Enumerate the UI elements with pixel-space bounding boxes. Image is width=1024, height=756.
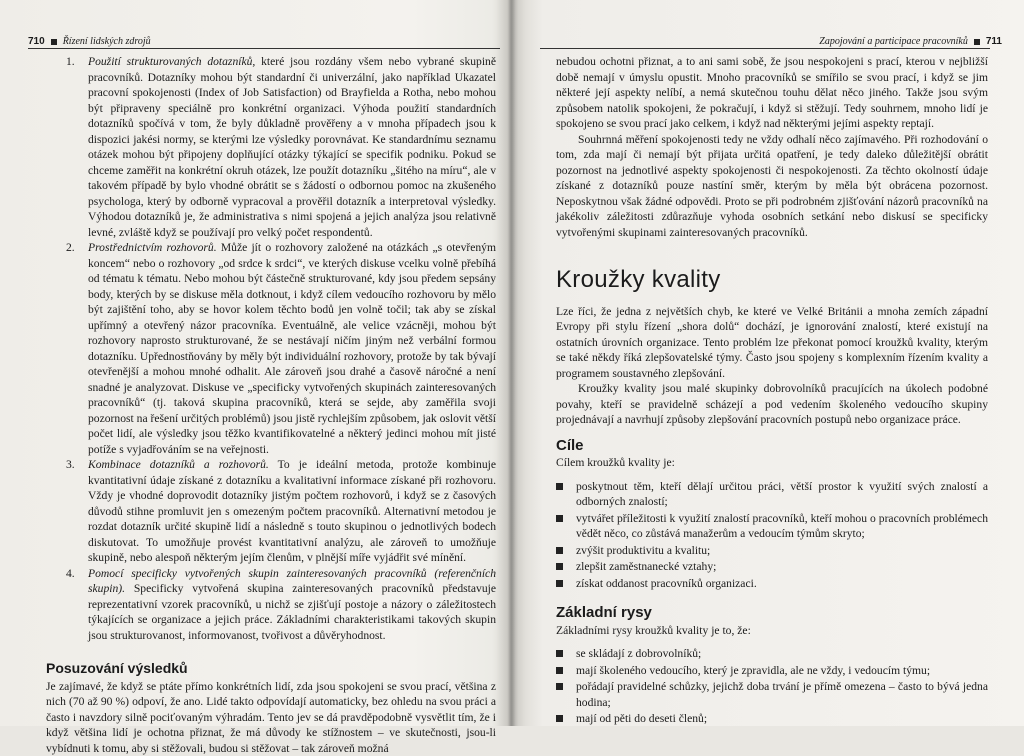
chapter-heading: Kroužky kvality [556,272,988,288]
left-page [0,0,510,726]
list-number: 2. [66,240,75,256]
header-rule [28,48,500,49]
list-text: Specificky vytvořená skupina zainteresovaných pracovníků představuje reprezentativní vzorek pracovníků, u nichž se zjišťují postoje a názory o záležitostech týkajících se organizace a jejich práce. Základními charakteristikami takových skupin jsou strukturovanost, informovanost, tvořivost a důvěryhodnost. [88,582,496,642]
list-item [66,457,496,566]
paragraph: nebudou ochotni přiznat, a to ani sami sobě, že jsou nespokojeni s prací, kterou v nejbližší době nemají v úmyslu opustit. Mnoho pracovníků se smířilo se svou prací, i když se jim některé její aspekty nelíbí, a nemá skutečnou touhu dělat něco jiného. Takže jsou svým způsobem natolik spokojeni, že pokračují, i když si stěžují. Tedy souhrnem, mnoho lidí je spokojeno se svou prací jako celkem, i když nad některými jejími aspekty reptají. [556,54,988,132]
section-paragraph: Je zajímavé, že když se ptáte přímo konkrétních lidí, zda jsou spokojeni se svou prací, většina z nich (70 až 90 %) odpoví, že ano. Lidé takto odpovídají automaticky, bez ohledu na svou práci a často i navzdory silně pociťovaným výhradám. Tento jev se dá pravděpodobně vysvětlit tím, že i když většina lidí je ochotna přiznat, že má důvody ke stížnostem – ve skutečnosti, jsou-li vybídnuti k tomu, aby si stěžovali, budou si stěžovat – tak zároveň možná [46,679,496,756]
list-item: zlepšit zaměstnanecké vztahy; [556,559,988,575]
list-item: vytvářet příležitosti k využití znalostí pracovníků, kteří mohou o pracovních problémech vědět něco, co zůstává manažerům a vedoucím týmům skryto; [556,511,988,542]
square-bullet-icon [974,39,980,45]
right-running-head [819,36,1002,47]
list-item [66,240,496,457]
list-item: pořádají pravidelné schůzky, jejichž doba trvání je přímě omezena – často to bývá jedna hodina; [556,679,988,710]
list-item: mají od pěti do deseti členů; [556,711,988,727]
right-page-number: 711 [986,36,1002,47]
list-lead: Pomocí specificky vytvořených skupin zainteresovaných pracovníků (referenčních skupin). [88,567,496,596]
section-heading: Posuzování výsledků [46,661,496,677]
list-item [66,54,496,240]
list-item: se skládají z dobrovolníků; [556,646,988,662]
header-rule [540,48,990,49]
left-running-head [28,36,151,47]
list-item: zvýšit produktivitu a kvalitu; [556,543,988,559]
list-item: poskytnout těm, kteří dělají určitou práci, větší prostor k využití svých znalostí a odborných znalostí; [556,479,988,510]
paragraph: Souhrnná měření spokojenosti tedy ne vždy odhalí něco zajímavého. Při rozhodování o tom, zda mají či nemají být přijata určitá opatření, je tedy daleko důležitější obrátit pozornost na jednotlivé aspekty spokojenosti či nespokojenosti. Za těchto okolností údaje získané z dotazníků pouze nastíní směr, kterým by měla být obrácena pozornost. Neposkytnou však žádné odpovědi. Proto se při podrobném zjišťování názorů pracovníků na jakékoliv záležitosti zdůrazňuje vyhoda osobních setkání nebo diskusí se specificky vytvořenými skupinami zainteresovaných pracovníků. [556,132,988,241]
list-lead: Prostřednictvím rozhovorů. [88,241,217,254]
paragraph: Kroužky kvality jsou malé skupinky dobrovolníků pracujících na úkolech podobné povahy, kteří se pravidelně scházejí a pod vedením školeného vedoucího skupiny projednávají a navrhují způsoby zlepšování pracovních postupů nebo organizace práce. [556,381,988,428]
paragraph: Lze říci, že jedna z největších chyb, ke které ve Velké Británii a mnoha zemích západní Evropy při stylu řízení „shora dolů“ dochází, je ignorování znalostí, které existují na ostatních úrovních organizace. Tento problém lze překonat pomocí kroužků kvality, kterým se také někdy říká zlepšovatelské týmy. Často jsou spojeny s komplexním řízením kvality a programem soustavného zlepšování. [556,304,988,382]
list-number: 3. [66,457,75,473]
list-text: To je ideální metoda, protože kombinuje kvantitativní údaje získané z dotazníku a kvalitativní informace získané při rozhovoru. Vždy je vhodné doprovodit dotazníky jistým počtem rozhovorů, i když se z časových důvodů stihne promluvit jen s omezeným počtem pracovníků. Alternativní metodou je rozdat dotazník určité skupině lidí a následně s touto skupinou o jednotlivých bodech diskutovat. To umožňuje provést kvantitativní analýzu, ale zároveň to umožňuje skupině, nebo alespoň některým jejím členům, v plnější míře vyjádřit své mínění. [88,458,496,564]
list-number: 1. [66,54,75,70]
list-item: získat oddanost pracovníků organizaci. [556,576,988,592]
features-intro: Základními rysy kroužků kvality je to, že: [556,623,988,639]
right-body [556,54,988,728]
right-running-head-title: Zapojování a participace pracovníků [819,36,968,47]
square-bullet-icon [51,39,57,45]
list-lead: Použití strukturovaných dotazníků, [88,55,255,68]
features-list [556,646,988,727]
list-item [66,566,496,644]
list-number: 4. [66,566,75,582]
list-text: které jsou rozdány všem nebo vybrané skupině pracovníků. Dotazníky mohou být standardní či univerzální, jako například Ukazatel pracovní spokojenosti (Index of Job Satisfaction) od Brayfielda a Rotha, nebo mohou být připraveny speciálně pro konkrétní organizaci. Výhoda použití standardních dotazníků spočívá v tom, že byly důkladně prověřeny a v mnoha případech jsou k dispozici jakési normy, se kterými lze výsledky porovnávat. Ke standardnímu seznamu otázek mohou být připojeny doplňující otázky týkající se specifik podniku. Pokud se chceme zaměřit na konkrétní okruh otázek, lze použít dotazníku „šitého na míru“, ale v takovém případě by bylo vhodné obrátit se s žádostí o odbornou pomoc na zkušeného psychologa, který by odborně vypracoval a prověřil dotazník a interpretoval výsledky. Výhodou dotazníků je, že administrativa s nimi spojená a jejich analýza jsou relativně levné, zvláště když se používají pro velký počet respondentů. [88,55,496,239]
features-heading: Základní rysy [556,605,988,621]
goals-heading: Cíle [556,438,988,454]
left-running-head-title: Řízení lidských zdrojů [63,36,151,47]
goals-intro: Cílem kroužků kvality je: [556,455,988,471]
left-body [66,54,496,756]
right-page [512,0,1024,726]
list-lead: Kombinace dotazníků a rozhovorů. [88,458,269,471]
goals-list [556,479,988,592]
list-text: Může jít o rozhovory založené na otázkách „s otevřeným koncem“ nebo o rozhovory „od srdce k srdci“, ve kterých diskuse vcelku volně přebíhá od tématu k tématu. Nebo mohou být částečně strukturované, kdy jsou předem sepsány body, kterých by se diskuse měla dotknout, i když cílem vedoucího rozhovoru by mělo být zajištění toho, aby se hovor kolem těchto bodů jen volně točil; tak aby se získal upřímný a otevřený názor pracovníka. Eventuálně, ale velice vzácněji, mohou být rozhovory naprosto strukturované, že se nestávají ničím jiným než verbální formou dotazníku. Upřednostňovány by měly být individuální rozhovory, protože by tak bývají otevřenější a mohou mnohé odhalit. Ale zároveň jsou drahé a časově náročné a není snadné je analyzovat. Diskuse ve „specificky vytvořených skupinách zainteresovaných pracovníků“ (tj. taková skupina pracovníků, která se sejde, aby zaměřila svoji pozornost na řešení určitých problémů) jsou jistě rychlejším způsobem, jak oslovit větší počet lidí, ale výsledky jsou těžko kvantifikovatelné a některý jedinci mohou mít jisté potíže s vyjadřováním se na veřejnosti. [88,241,496,456]
left-page-number: 710 [28,36,45,47]
list-item: mají školeného vedoucího, který je zpravidla, ale ne vždy, i vedoucím týmu; [556,663,988,679]
